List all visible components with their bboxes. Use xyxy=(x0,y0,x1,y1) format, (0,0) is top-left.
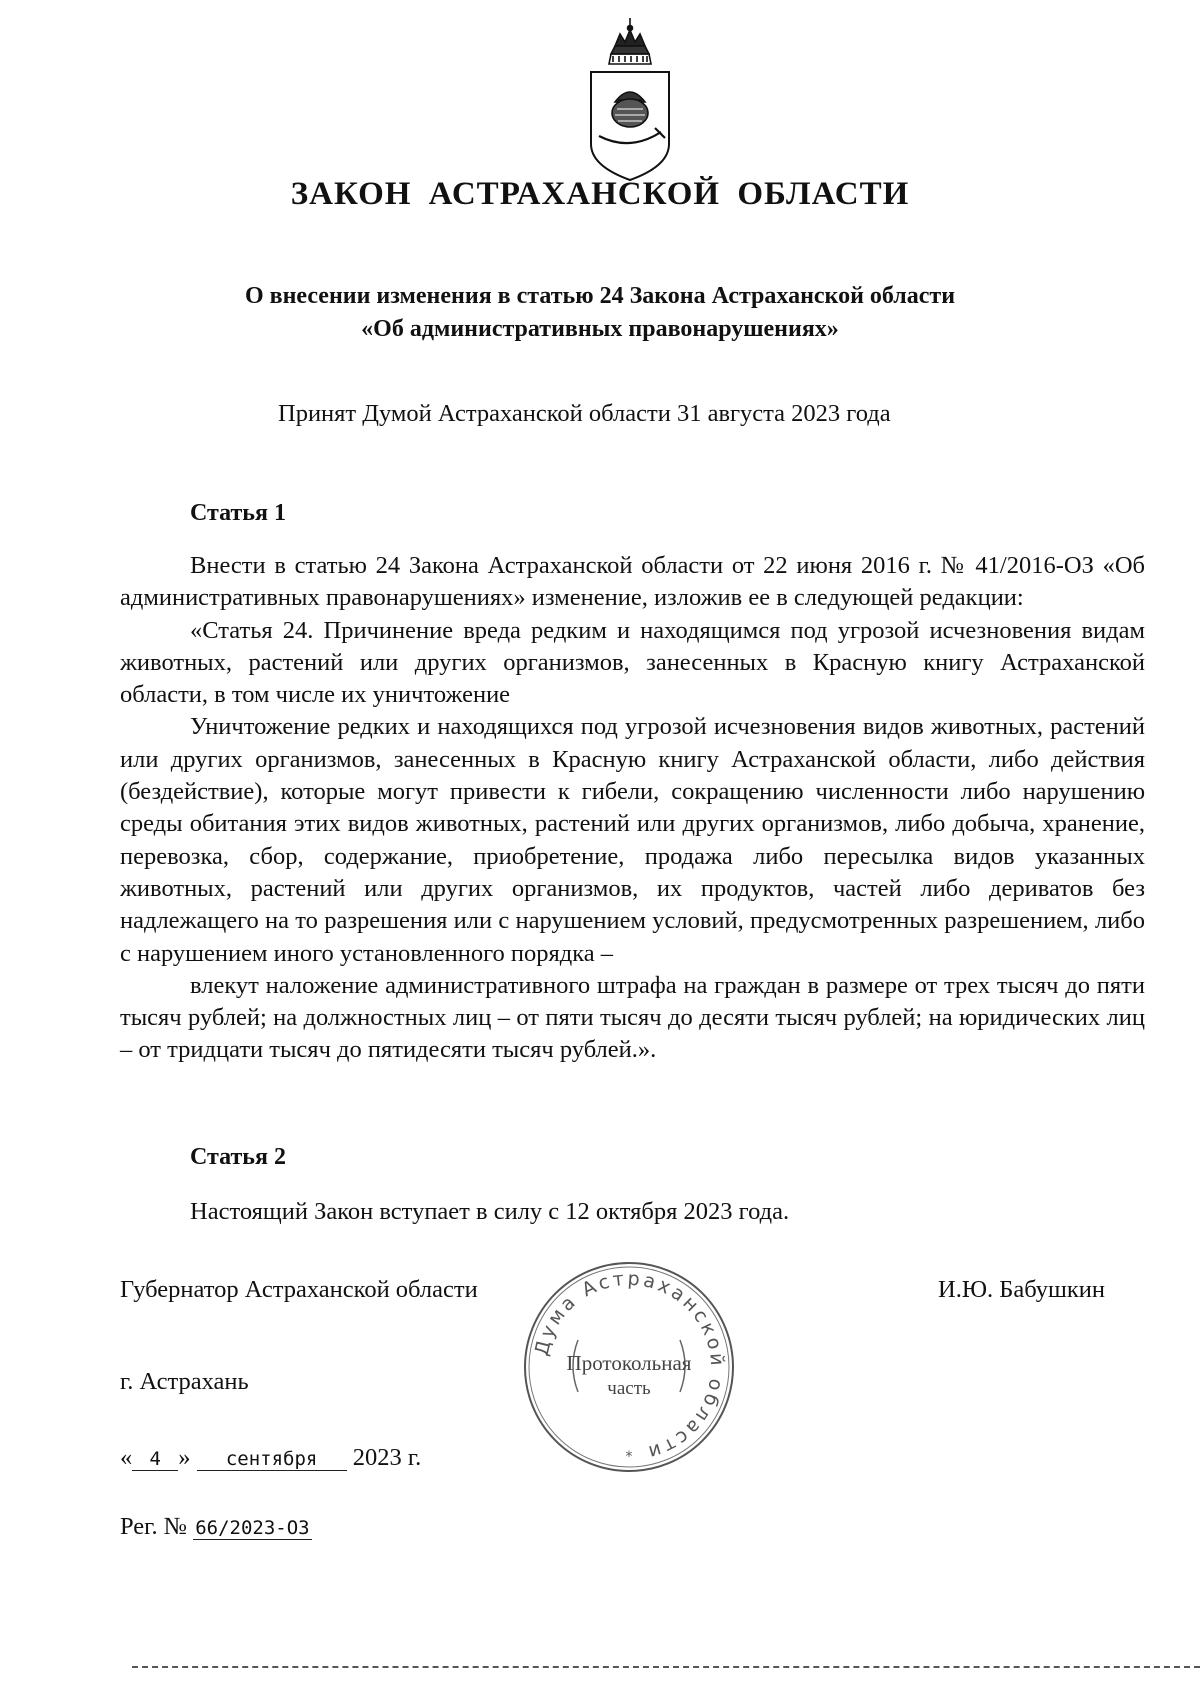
article-1-paragraph: «Статья 24. Причинение вреда редким и находящимся под угрозой исчезновения видам животных, растений или других организмов, занесенных в Красную книгу Астраханской области, в том числе их уничтожение xyxy=(120,616,1145,709)
page-bottom-rule xyxy=(132,1666,1200,1668)
article-1-paragraph: влекут наложение административного штрафа на граждан в размере от трех тысяч до пяти тысяч рублей; на должностных лиц – от пяти тысяч до десяти тысяч рублей; на юридических лиц – от тридцати тысяч до пятидесяти тысяч рублей.». xyxy=(120,971,1145,1064)
article-1-paragraph: Уничтожение редких и находящихся под угрозой исчезновения видов животных, растений или других организмов, занесенных в Красную книгу Астраханской области, либо действия (бездействие), которые могут привести к гибели, сокращению численности либо нарушению среды обитания этих видов животных, растений или других организмов, либо добыча, хранение, перевозка, сбор, содержание, приобретение, продажа либо пересылка видов указанных животных, растений или других организмов, их продуктов, частей либо дериватов без надлежащего на то разрешения или с нарушением условий, предусмотренных разрешением, либо с нарушением иного установленного порядка – xyxy=(120,713,1145,967)
coat-of-arms-emblem xyxy=(585,16,675,184)
date-day: 4 xyxy=(132,1448,178,1471)
law-subtitle-line-1: О внесении изменения в статью 24 Закона Астраханской области xyxy=(244,283,956,309)
duma-stamp xyxy=(520,1258,738,1476)
stamp-center-line-2: часть xyxy=(607,1378,651,1399)
registration-number xyxy=(120,1513,312,1541)
date-year: 2023 г. xyxy=(352,1444,422,1471)
article-1-paragraph: Внести в статью 24 Закона Астраханской области от 22 июня 2016 г. № 41/2016-ОЗ «Об административных правонарушениях» изменение, изложив ее в следующей редакции: xyxy=(120,552,1145,612)
signatory-position: Губернатор Астраханской области xyxy=(120,1276,478,1303)
date-close-quote: » xyxy=(178,1444,191,1471)
adoption-note: Принят Думой Астраханской области 31 августа 2023 года xyxy=(278,400,891,427)
signatory-name: И.Ю. Бабушкин xyxy=(938,1276,1105,1303)
article-1-body xyxy=(120,550,1145,1067)
stamp-center-line-1: Протокольная xyxy=(566,1351,692,1375)
stamp-star: * xyxy=(625,1449,633,1465)
signing-city: г. Астрахань xyxy=(120,1368,249,1395)
article-2-body xyxy=(120,1196,1145,1228)
date-month: сентября xyxy=(197,1448,347,1471)
signing-date xyxy=(120,1444,421,1472)
article-1-heading: Статья 1 xyxy=(190,500,286,526)
reg-label: Рег. № xyxy=(120,1513,188,1540)
article-2-paragraph: Настоящий Закон вступает в силу с 12 октября 2023 года. xyxy=(190,1198,790,1225)
stamp-ring-text: Дума Астраханской области xyxy=(530,1267,729,1465)
article-2-heading: Статья 2 xyxy=(190,1144,286,1170)
law-subtitle xyxy=(0,280,1200,346)
law-title: ЗАКОН АСТРАХАНСКОЙ ОБЛАСТИ xyxy=(290,176,910,212)
law-subtitle-line-2: «Об административных правонарушениях» xyxy=(361,316,839,342)
date-open-quote: « xyxy=(120,1444,133,1471)
reg-number: 66/2023-ОЗ xyxy=(195,1517,310,1539)
